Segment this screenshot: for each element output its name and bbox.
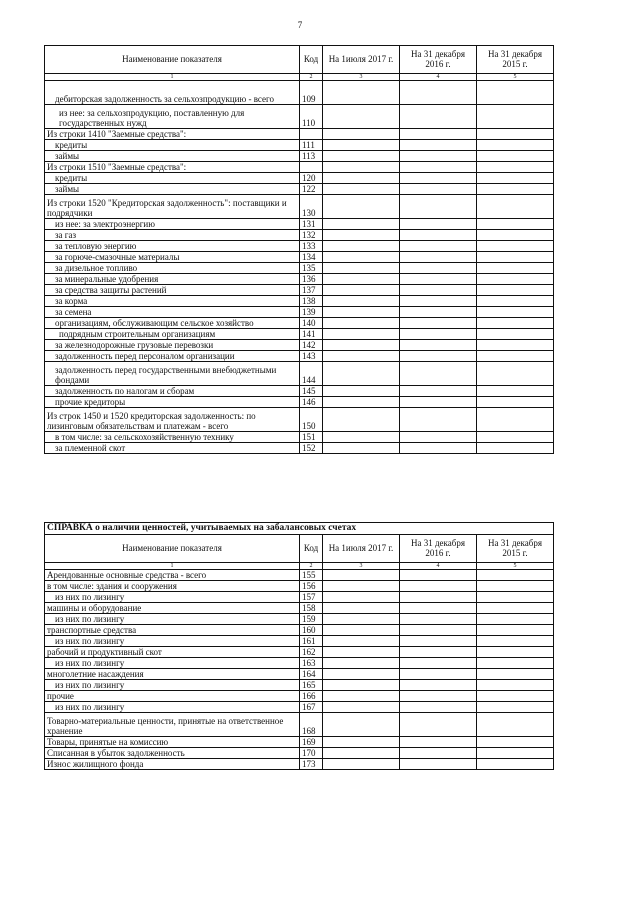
- indicators-table-body: [45, 81, 554, 454]
- row-name: займы: [45, 184, 300, 195]
- value-2015-12-31-cell: [477, 614, 554, 625]
- table-row: [45, 318, 554, 329]
- header2-col2: На 31 декабря 2016 г.: [400, 535, 477, 563]
- table-row: [45, 397, 554, 408]
- table-row: [45, 173, 554, 184]
- value-2017-07-01-cell: [323, 173, 400, 184]
- row-code: 146: [300, 397, 323, 408]
- value-2016-12-31-cell: [400, 702, 477, 713]
- value-2015-12-31-cell: [477, 318, 554, 329]
- value-2016-12-31-cell: [400, 318, 477, 329]
- row-name: прочие кредиторы: [45, 397, 300, 408]
- row-code: 111: [300, 140, 323, 151]
- row-code: 134: [300, 252, 323, 263]
- row-code: 156: [300, 581, 323, 592]
- value-2017-07-01-cell: [323, 713, 400, 737]
- table-row: [45, 759, 554, 770]
- row-name: за горюче-смазочные материалы: [45, 252, 300, 263]
- row-name: организациям, обслуживающим сельское хозяйство: [45, 318, 300, 329]
- header2-code: Код: [300, 535, 323, 563]
- table-row: [45, 241, 554, 252]
- value-2016-12-31-cell: [400, 296, 477, 307]
- row-name: из нее: за сельхозпродукцию, поставленную для государственных нужд: [45, 105, 300, 129]
- indicators-table: [44, 45, 554, 454]
- row-code: 165: [300, 680, 323, 691]
- value-2015-12-31-cell: [477, 162, 554, 173]
- value-2017-07-01-cell: [323, 151, 400, 162]
- row-code: 157: [300, 592, 323, 603]
- row-name: за семена: [45, 307, 300, 318]
- value-2016-12-31-cell: [400, 105, 477, 129]
- value-2016-12-31-cell: [400, 691, 477, 702]
- value-2015-12-31-cell: [477, 748, 554, 759]
- value-2017-07-01-cell: [323, 219, 400, 230]
- row-code: 109: [300, 81, 323, 105]
- row-name: задолженность по налогам и сборам: [45, 386, 300, 397]
- row-name: Товары, принятые на комиссию: [45, 737, 300, 748]
- table-row: [45, 195, 554, 219]
- table-row: [45, 443, 554, 454]
- value-2017-07-01-cell: [323, 386, 400, 397]
- row-name: из них по лизингу: [45, 680, 300, 691]
- row-code: 142: [300, 340, 323, 351]
- value-2015-12-31-cell: [477, 669, 554, 680]
- value-2016-12-31-cell: [400, 713, 477, 737]
- value-2017-07-01-cell: [323, 397, 400, 408]
- value-2015-12-31-cell: [477, 408, 554, 432]
- row-code: 170: [300, 748, 323, 759]
- value-2016-12-31-cell: [400, 140, 477, 151]
- table-row: [45, 296, 554, 307]
- value-2016-12-31-cell: [400, 340, 477, 351]
- table-row: [45, 307, 554, 318]
- row-name: машины и оборудование: [45, 603, 300, 614]
- value-2015-12-31-cell: [477, 362, 554, 386]
- value-2016-12-31-cell: [400, 274, 477, 285]
- row-code: 162: [300, 647, 323, 658]
- value-2016-12-31-cell: [400, 680, 477, 691]
- value-2017-07-01-cell: [323, 296, 400, 307]
- row-code: 136: [300, 274, 323, 285]
- row-name: кредиты: [45, 140, 300, 151]
- value-2017-07-01-cell: [323, 748, 400, 759]
- value-2015-12-31-cell: [477, 713, 554, 737]
- value-2017-07-01-cell: [323, 680, 400, 691]
- value-2016-12-31-cell: [400, 362, 477, 386]
- value-2017-07-01-cell: [323, 195, 400, 219]
- header-index-3: 3: [323, 74, 400, 81]
- header-code: Код: [300, 46, 323, 74]
- value-2017-07-01-cell: [323, 81, 400, 105]
- table-row: [45, 581, 554, 592]
- row-name: задолженность перед персоналом организации: [45, 351, 300, 362]
- value-2017-07-01-cell: [323, 285, 400, 296]
- value-2017-07-01-cell: [323, 318, 400, 329]
- value-2017-07-01-cell: [323, 307, 400, 318]
- value-2016-12-31-cell: [400, 636, 477, 647]
- value-2016-12-31-cell: [400, 759, 477, 770]
- offbalance-table-body: [45, 570, 554, 770]
- value-2017-07-01-cell: [323, 614, 400, 625]
- value-2015-12-31-cell: [477, 195, 554, 219]
- header2-col1: На 1июля 2017 г.: [323, 535, 400, 563]
- row-name: из них по лизингу: [45, 636, 300, 647]
- value-2015-12-31-cell: [477, 184, 554, 195]
- table-row: [45, 737, 554, 748]
- row-code: 150: [300, 408, 323, 432]
- value-2016-12-31-cell: [400, 351, 477, 362]
- value-2016-12-31-cell: [400, 737, 477, 748]
- value-2016-12-31-cell: [400, 129, 477, 140]
- row-name: Арендованные основные средства - всего: [45, 570, 300, 581]
- value-2015-12-31-cell: [477, 129, 554, 140]
- table-row: [45, 386, 554, 397]
- value-2015-12-31-cell: [477, 625, 554, 636]
- table-row: [45, 184, 554, 195]
- value-2015-12-31-cell: [477, 340, 554, 351]
- header-col3: На 31 декабря 2015 г.: [477, 46, 554, 74]
- value-2017-07-01-cell: [323, 737, 400, 748]
- row-name: из них по лизингу: [45, 702, 300, 713]
- value-2015-12-31-cell: [477, 296, 554, 307]
- value-2015-12-31-cell: [477, 140, 554, 151]
- value-2017-07-01-cell: [323, 702, 400, 713]
- row-name: из нее: за электроэнергию: [45, 219, 300, 230]
- table-row: [45, 351, 554, 362]
- value-2017-07-01-cell: [323, 443, 400, 454]
- value-2015-12-31-cell: [477, 680, 554, 691]
- table-row: [45, 691, 554, 702]
- value-2016-12-31-cell: [400, 252, 477, 263]
- row-name: за дизельное топливо: [45, 263, 300, 274]
- row-code: 158: [300, 603, 323, 614]
- header-col1: На 1июля 2017 г.: [323, 46, 400, 74]
- header2-index-1: 1: [45, 563, 300, 570]
- value-2016-12-31-cell: [400, 647, 477, 658]
- row-code: 131: [300, 219, 323, 230]
- value-2017-07-01-cell: [323, 570, 400, 581]
- value-2015-12-31-cell: [477, 81, 554, 105]
- row-name: в том числе: за сельскохозяйственную технику: [45, 432, 300, 443]
- row-name: Из строк 1450 и 1520 кредиторская задолженность: по лизинговым обязательствам и платежам - всего: [45, 408, 300, 432]
- value-2017-07-01-cell: [323, 636, 400, 647]
- value-2016-12-31-cell: [400, 151, 477, 162]
- value-2015-12-31-cell: [477, 219, 554, 230]
- table-row: [45, 748, 554, 759]
- row-name: многолетние насаждения: [45, 669, 300, 680]
- value-2016-12-31-cell: [400, 603, 477, 614]
- table-row: [45, 252, 554, 263]
- value-2017-07-01-cell: [323, 669, 400, 680]
- value-2016-12-31-cell: [400, 184, 477, 195]
- value-2017-07-01-cell: [323, 625, 400, 636]
- row-name: в том числе: здания и сооружения: [45, 581, 300, 592]
- value-2015-12-31-cell: [477, 105, 554, 129]
- value-2016-12-31-cell: [400, 230, 477, 241]
- value-2015-12-31-cell: [477, 241, 554, 252]
- value-2017-07-01-cell: [323, 140, 400, 151]
- value-2016-12-31-cell: [400, 592, 477, 603]
- header-index-5: 5: [477, 74, 554, 81]
- row-code: [300, 129, 323, 140]
- value-2015-12-31-cell: [477, 151, 554, 162]
- table-row: [45, 162, 554, 173]
- row-name: прочие: [45, 691, 300, 702]
- row-code: 167: [300, 702, 323, 713]
- value-2016-12-31-cell: [400, 397, 477, 408]
- header-name: Наименование показателя: [45, 46, 300, 74]
- value-2015-12-31-cell: [477, 230, 554, 241]
- row-name: Износ жилищного фонда: [45, 759, 300, 770]
- value-2016-12-31-cell: [400, 581, 477, 592]
- row-code: 138: [300, 296, 323, 307]
- table-row: [45, 340, 554, 351]
- table-row: [45, 105, 554, 129]
- table-row: [45, 432, 554, 443]
- row-name: займы: [45, 151, 300, 162]
- value-2017-07-01-cell: [323, 658, 400, 669]
- row-code: 151: [300, 432, 323, 443]
- value-2015-12-31-cell: [477, 691, 554, 702]
- row-code: 173: [300, 759, 323, 770]
- table-row: [45, 408, 554, 432]
- section-title: СПРАВКА о наличии ценностей, учитываемых на забалансовых счетах: [45, 523, 554, 535]
- row-code: 110: [300, 105, 323, 129]
- value-2015-12-31-cell: [477, 252, 554, 263]
- row-name: дебиторская задолженность за сельхозпродукцию - всего: [45, 81, 300, 105]
- row-name: Из строки 1410 "Заемные средства":: [45, 129, 300, 140]
- row-code: 144: [300, 362, 323, 386]
- table-row: [45, 713, 554, 737]
- row-code: 143: [300, 351, 323, 362]
- table-row: [45, 625, 554, 636]
- table-row: [45, 603, 554, 614]
- row-name: из них по лизингу: [45, 614, 300, 625]
- value-2016-12-31-cell: [400, 173, 477, 184]
- value-2016-12-31-cell: [400, 285, 477, 296]
- row-code: 141: [300, 329, 323, 340]
- row-name: задолженность перед государственными внебюджетными фондами: [45, 362, 300, 386]
- row-name: рабочий и продуктивный скот: [45, 647, 300, 658]
- value-2016-12-31-cell: [400, 195, 477, 219]
- value-2017-07-01-cell: [323, 408, 400, 432]
- table-row: [45, 647, 554, 658]
- value-2015-12-31-cell: [477, 274, 554, 285]
- row-code: 155: [300, 570, 323, 581]
- value-2015-12-31-cell: [477, 636, 554, 647]
- value-2015-12-31-cell: [477, 173, 554, 184]
- value-2015-12-31-cell: [477, 329, 554, 340]
- value-2016-12-31-cell: [400, 614, 477, 625]
- table-row: [45, 680, 554, 691]
- header2-name: Наименование показателя: [45, 535, 300, 563]
- row-code: 163: [300, 658, 323, 669]
- value-2016-12-31-cell: [400, 748, 477, 759]
- value-2017-07-01-cell: [323, 340, 400, 351]
- row-name: за племенной скот: [45, 443, 300, 454]
- value-2017-07-01-cell: [323, 263, 400, 274]
- row-name: транспортные средства: [45, 625, 300, 636]
- row-name: за газ: [45, 230, 300, 241]
- header2-index-4: 4: [400, 563, 477, 570]
- table-row: [45, 140, 554, 151]
- table-row: [45, 151, 554, 162]
- page-number: 7: [297, 20, 303, 30]
- row-code: 152: [300, 443, 323, 454]
- row-code: 132: [300, 230, 323, 241]
- table-row: [45, 329, 554, 340]
- table-row: [45, 658, 554, 669]
- table-row: [45, 702, 554, 713]
- header-col2: На 31 декабря 2016 г.: [400, 46, 477, 74]
- value-2017-07-01-cell: [323, 274, 400, 285]
- value-2017-07-01-cell: [323, 581, 400, 592]
- row-code: 140: [300, 318, 323, 329]
- row-name: подрядным строительным организациям: [45, 329, 300, 340]
- value-2015-12-31-cell: [477, 285, 554, 296]
- value-2016-12-31-cell: [400, 307, 477, 318]
- row-code: 122: [300, 184, 323, 195]
- value-2015-12-31-cell: [477, 759, 554, 770]
- value-2017-07-01-cell: [323, 603, 400, 614]
- value-2015-12-31-cell: [477, 603, 554, 614]
- row-name: за корма: [45, 296, 300, 307]
- row-name: Из строки 1510 "Заемные средства":: [45, 162, 300, 173]
- table-row: [45, 362, 554, 386]
- row-name: за тепловую энергию: [45, 241, 300, 252]
- table-row: [45, 230, 554, 241]
- header2-col3: На 31 декабря 2015 г.: [477, 535, 554, 563]
- value-2015-12-31-cell: [477, 263, 554, 274]
- value-2015-12-31-cell: [477, 658, 554, 669]
- table-row: [45, 274, 554, 285]
- row-code: 169: [300, 737, 323, 748]
- header-index-2: 2: [300, 74, 323, 81]
- value-2017-07-01-cell: [323, 351, 400, 362]
- value-2015-12-31-cell: [477, 581, 554, 592]
- row-code: 137: [300, 285, 323, 296]
- row-name: за железнодорожные грузовые перевозки: [45, 340, 300, 351]
- value-2016-12-31-cell: [400, 329, 477, 340]
- header2-index-2: 2: [300, 563, 323, 570]
- row-code: 166: [300, 691, 323, 702]
- value-2017-07-01-cell: [323, 362, 400, 386]
- row-code: 145: [300, 386, 323, 397]
- row-name: Списанная в убыток задолженность: [45, 748, 300, 759]
- value-2016-12-31-cell: [400, 570, 477, 581]
- value-2016-12-31-cell: [400, 443, 477, 454]
- value-2015-12-31-cell: [477, 592, 554, 603]
- value-2017-07-01-cell: [323, 432, 400, 443]
- row-code: 113: [300, 151, 323, 162]
- table-row: [45, 636, 554, 647]
- table-row: [45, 570, 554, 581]
- value-2015-12-31-cell: [477, 307, 554, 318]
- value-2016-12-31-cell: [400, 625, 477, 636]
- value-2017-07-01-cell: [323, 329, 400, 340]
- row-code: 139: [300, 307, 323, 318]
- value-2015-12-31-cell: [477, 397, 554, 408]
- table-row: [45, 129, 554, 140]
- value-2015-12-31-cell: [477, 570, 554, 581]
- value-2016-12-31-cell: [400, 386, 477, 397]
- value-2015-12-31-cell: [477, 351, 554, 362]
- table-row: [45, 614, 554, 625]
- value-2016-12-31-cell: [400, 241, 477, 252]
- row-code: 159: [300, 614, 323, 625]
- header2-index-3: 3: [323, 563, 400, 570]
- row-code: 133: [300, 241, 323, 252]
- value-2015-12-31-cell: [477, 702, 554, 713]
- header-index-4: 4: [400, 74, 477, 81]
- table-row: [45, 81, 554, 105]
- table-row: [45, 592, 554, 603]
- value-2017-07-01-cell: [323, 647, 400, 658]
- row-code: 135: [300, 263, 323, 274]
- value-2015-12-31-cell: [477, 432, 554, 443]
- value-2015-12-31-cell: [477, 443, 554, 454]
- value-2016-12-31-cell: [400, 658, 477, 669]
- table-row: [45, 285, 554, 296]
- row-code: 130: [300, 195, 323, 219]
- row-name: кредиты: [45, 173, 300, 184]
- row-code: 161: [300, 636, 323, 647]
- row-code: 160: [300, 625, 323, 636]
- value-2016-12-31-cell: [400, 219, 477, 230]
- value-2017-07-01-cell: [323, 230, 400, 241]
- value-2015-12-31-cell: [477, 386, 554, 397]
- table-row: [45, 669, 554, 680]
- value-2015-12-31-cell: [477, 647, 554, 658]
- row-name: из них по лизингу: [45, 592, 300, 603]
- row-code: 120: [300, 173, 323, 184]
- value-2016-12-31-cell: [400, 408, 477, 432]
- row-name: за средства защиты растений: [45, 285, 300, 296]
- offbalance-table: [44, 522, 554, 770]
- value-2016-12-31-cell: [400, 432, 477, 443]
- value-2017-07-01-cell: [323, 592, 400, 603]
- value-2017-07-01-cell: [323, 105, 400, 129]
- row-code: 168: [300, 713, 323, 737]
- value-2016-12-31-cell: [400, 669, 477, 680]
- value-2017-07-01-cell: [323, 184, 400, 195]
- row-name: Из строки 1520 "Кредиторская задолженность": поставщики и подрядчики: [45, 195, 300, 219]
- value-2016-12-31-cell: [400, 81, 477, 105]
- value-2017-07-01-cell: [323, 759, 400, 770]
- row-code: [300, 162, 323, 173]
- header2-index-5: 5: [477, 563, 554, 570]
- row-name: за минеральные удобрения: [45, 274, 300, 285]
- value-2017-07-01-cell: [323, 162, 400, 173]
- value-2017-07-01-cell: [323, 241, 400, 252]
- table-row: [45, 263, 554, 274]
- value-2016-12-31-cell: [400, 263, 477, 274]
- value-2017-07-01-cell: [323, 252, 400, 263]
- value-2016-12-31-cell: [400, 162, 477, 173]
- header-index-1: 1: [45, 74, 300, 81]
- table-row: [45, 219, 554, 230]
- value-2017-07-01-cell: [323, 691, 400, 702]
- row-name: из них по лизингу: [45, 658, 300, 669]
- value-2017-07-01-cell: [323, 129, 400, 140]
- row-code: 164: [300, 669, 323, 680]
- row-name: Товарно-материальные ценности, принятые на ответственное хранение: [45, 713, 300, 737]
- value-2015-12-31-cell: [477, 737, 554, 748]
